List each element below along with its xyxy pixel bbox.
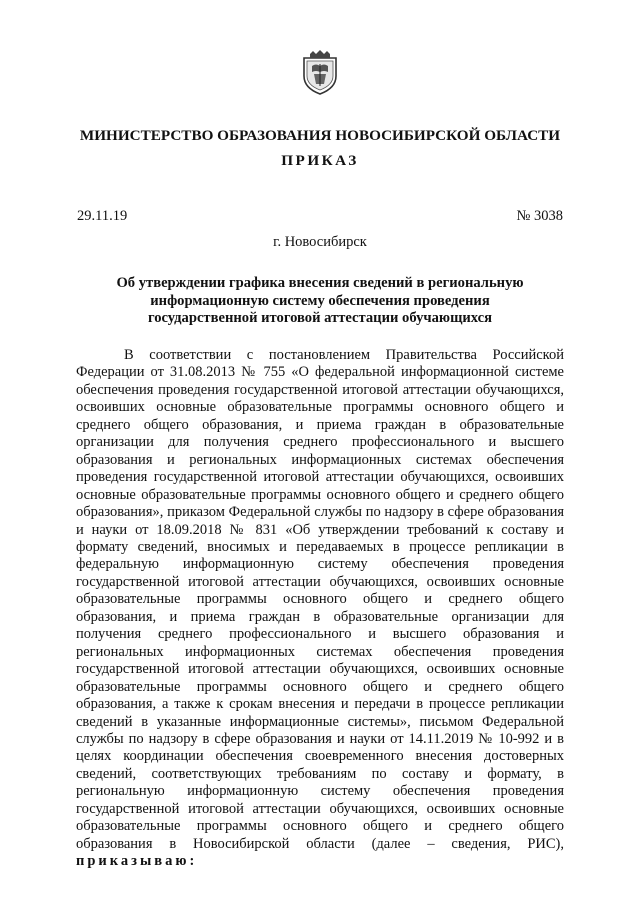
document-type-title: ПРИКАЗ [281, 152, 359, 169]
ministry-name: МИНИСТЕРСТВО ОБРАЗОВАНИЯ НОВОСИБИРСКОЙ ОБЛАСТИ [79, 127, 561, 144]
order-city: г. Новосибирск [273, 234, 367, 250]
coat-of-arms-icon [300, 50, 340, 96]
order-number: № 3038 [516, 208, 563, 224]
order-date: 29.11.19 [77, 208, 128, 224]
order-body-text: В соответствии с постановлением Правительства Российской Федерации от 31.08.2013 № 755 «О федеральной информационной системе обеспечения проведения государственной итоговой аттестации обучающихся, освоивших основные образовательные программы основного общего и среднего общего образования, и приема граждан в образовательные организации для получения среднего профессионального и высшего образования и региональных информационных системах обеспечения проведения государственной итоговой аттестации обучающихся, освоивших основные образовательные программы основного общего и среднего общего образования», приказом Федеральной службы по надзору в сфере образования и науки от 18.09.2018 № 831 «Об утверждении требований к составу и формату сведений, вносимых и передаваемых в процессе репликации в федеральную информационную систему обеспечения проведения государственной итоговой аттестации обучающихся, освоивших основные образовательные программы основного общего и среднего общего образования, и приема граждан в образовательные организации для получения среднего профессионального и высшего образования и региональных информационных системах обеспечения проведения государственной итоговой аттестации обучающихся, освоивших основные образовательные программы основного общего и среднего общего образования, а также к срокам внесения и передачи в процессе репликации сведений в указанные информационные системы», письмом Федеральной службы по надзору в сфере образования и науки от 14.11.2019 № 10-992 и в целях координации обеспечения своевременного внесения достоверных сведений, соответствующих требованиям по составу и формату, в региональную информационную систему обеспечения проведения государственной итоговой аттестации обучающихся, освоивших основные образовательные программы основного общего и среднего общего образования в Новосибирской области (далее – сведения, РИС), [76, 347, 564, 852]
order-subject: Об утверждении графика внесения сведений в региональную информационную систему обеспечения проведения государственной итоговой аттестации обучающихся [116, 275, 524, 326]
order-body-paragraph [76, 347, 564, 871]
decree-word: приказываю: [76, 853, 198, 870]
